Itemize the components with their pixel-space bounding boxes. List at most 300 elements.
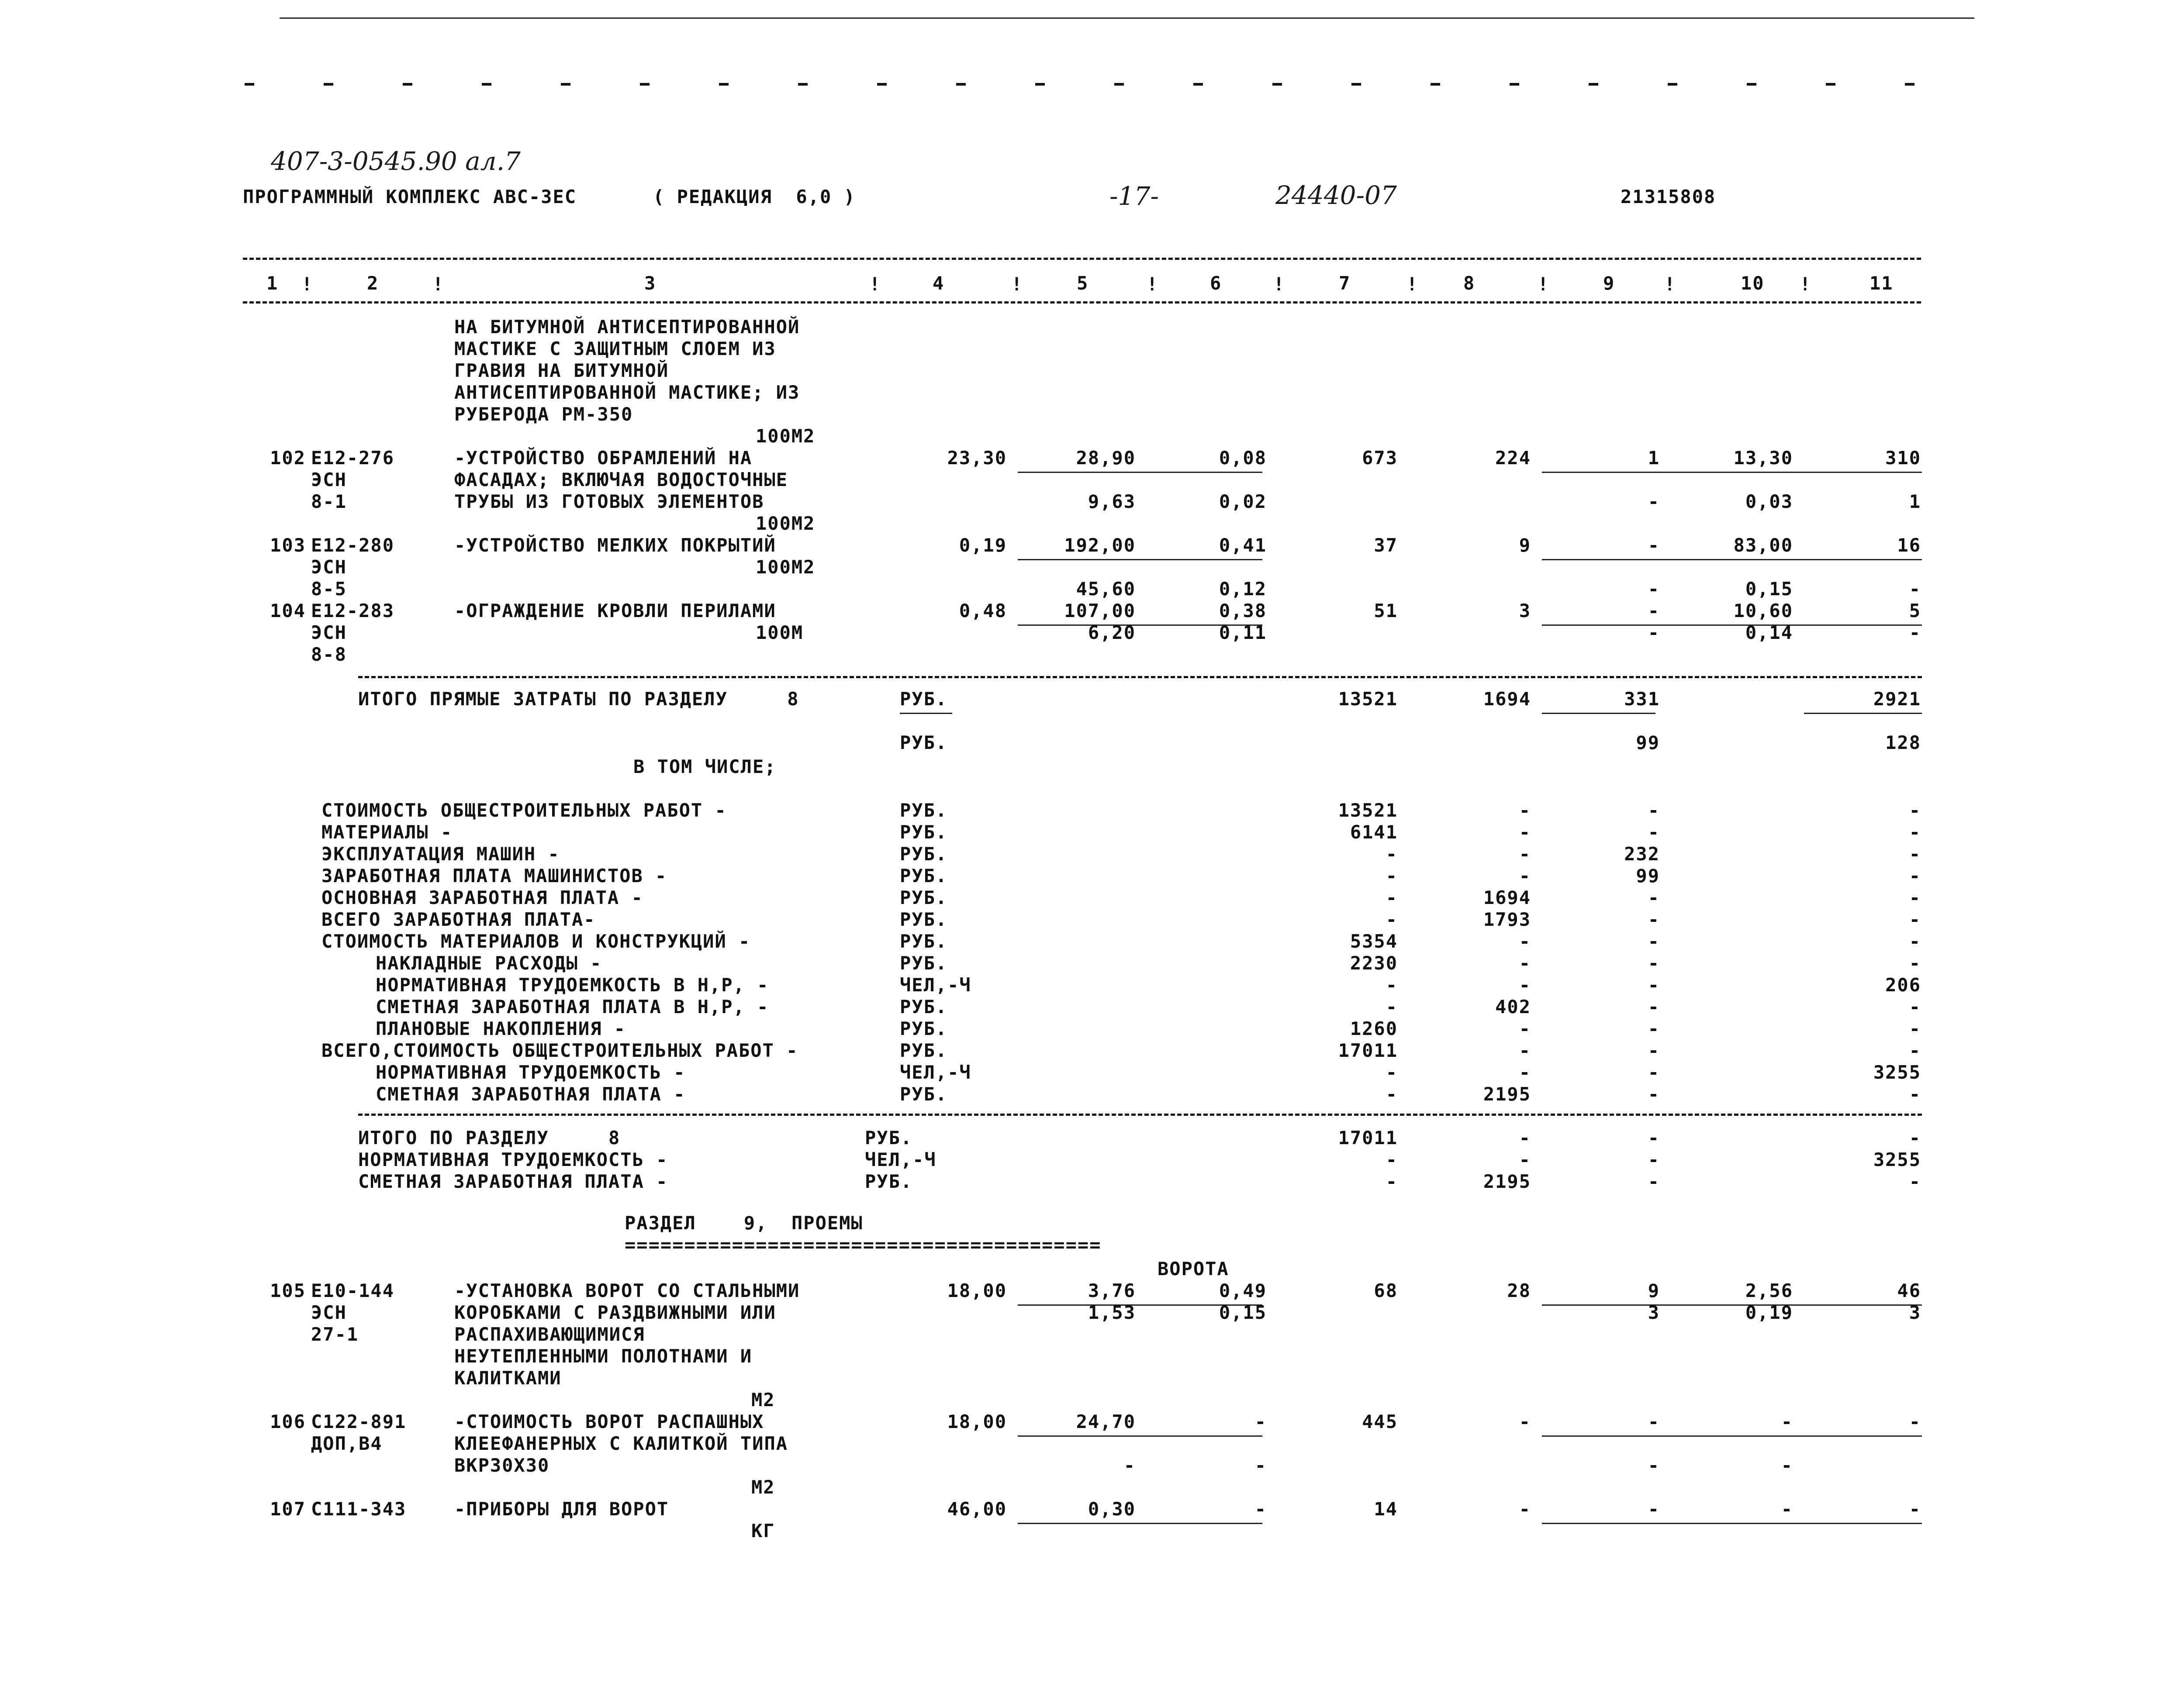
description-line: -ОГРАЖДЕНИЕ КРОВЛИ ПЕРИЛАМИ	[454, 600, 776, 621]
breakdown-label: СТОИМОСТЬ ОБЩЕСТРОИТЕЛЬНЫХ РАБОТ -	[321, 800, 727, 821]
unit-label: РУБ.	[900, 1040, 948, 1061]
value-c8: 1793	[1483, 909, 1531, 930]
item-code: ЭСН	[311, 556, 347, 578]
value-c9: -	[1648, 600, 1660, 621]
description-line: ФАСАДАХ; ВКЛЮЧАЯ ВОДОСТОЧНЫЕ	[454, 469, 788, 490]
subtotal-rule	[1018, 1435, 1262, 1437]
value-c5b: 1,53	[1088, 1302, 1136, 1323]
value-c10: -	[1781, 1411, 1793, 1432]
breakdown-label: СТОИМОСТЬ МАТЕРИАЛОВ И КОНСТРУКЦИЙ -	[321, 931, 751, 952]
column-separator: !	[1273, 273, 1286, 295]
perforation-dash	[1114, 83, 1124, 86]
column-separator: !	[1664, 273, 1676, 295]
value-c7: 17011	[1338, 1040, 1398, 1061]
value-c5b: 6,20	[1088, 622, 1136, 643]
description-line: -ПРИБОРЫ ДЛЯ ВОРОТ	[454, 1498, 669, 1520]
value-c10b: 0,03	[1745, 491, 1793, 512]
value-c5: 28,90	[1076, 447, 1136, 469]
value-c11: -	[1909, 931, 1921, 952]
breakdown-label: ОСНОВНАЯ ЗАРАБОТНАЯ ПЛАТА -	[321, 887, 643, 908]
perforation-dash	[482, 83, 491, 86]
perforation-dash	[956, 83, 966, 86]
breakdown-label: ЭКСПЛУАТАЦИЯ МАШИН -	[321, 843, 560, 865]
value-c6b: 0,12	[1219, 578, 1267, 600]
value-c5: 24,70	[1076, 1411, 1136, 1432]
value-c11: -	[1909, 1498, 1921, 1520]
value-c7: 14	[1374, 1498, 1398, 1520]
subtotal-rule	[1542, 1523, 1922, 1524]
description-line: ГРАВИЯ НА БИТУМНОЙ	[454, 360, 669, 381]
value-c11: 206	[1885, 974, 1921, 996]
value-c10: 10,60	[1733, 600, 1793, 621]
value-c9b: -	[1648, 491, 1660, 512]
value-c7: -	[1386, 887, 1398, 908]
included-heading: В ТОМ ЧИСЛЕ;	[633, 756, 777, 777]
unit-label: КГ	[751, 1520, 775, 1542]
perforation-dash	[1589, 83, 1598, 86]
page-number: -17-	[1109, 181, 1159, 211]
value-c9: -	[1648, 1498, 1660, 1520]
section-title-underline: ========================================	[625, 1234, 1102, 1256]
value-c8: -	[1519, 1018, 1531, 1039]
value-c8: -	[1519, 1411, 1531, 1432]
breakdown-label: НАКЛАДНЫЕ РАСХОДЫ -	[376, 952, 602, 974]
program-name: ПРОГРАММНЫЙ КОМПЛЕКС АВС-ЗЕС	[243, 186, 577, 207]
value-c8: 1694	[1483, 688, 1531, 710]
value-c7: -	[1386, 974, 1398, 996]
perforation-dash	[1905, 83, 1914, 86]
subtotal-rule	[1542, 472, 1922, 473]
value-c9: -	[1648, 535, 1660, 556]
unit-label: РУБ.	[900, 732, 948, 753]
perforation-dash	[1747, 83, 1756, 86]
value-c9: -	[1648, 1411, 1660, 1432]
value-c11b: 3	[1909, 1302, 1921, 1323]
value-c8: 402	[1495, 996, 1531, 1018]
perforation-dash	[1510, 83, 1519, 86]
value-c7: 68	[1374, 1280, 1398, 1301]
value-c11: -	[1909, 952, 1921, 974]
value-c7: 1260	[1350, 1018, 1398, 1039]
value-c10b: -	[1781, 1455, 1793, 1476]
value-c4: 18,00	[947, 1280, 1007, 1301]
value-c4: 46,00	[947, 1498, 1007, 1520]
breakdown-label: ЗАРАБОТНАЯ ПЛАТА МАШИНИСТОВ -	[321, 865, 667, 886]
subtotal-rule	[1542, 1304, 1922, 1306]
unit-label: РУБ.	[900, 821, 948, 843]
value-c7: -	[1386, 843, 1398, 865]
breakdown-label: ПЛАНОВЫЕ НАКОПЛЕНИЯ -	[376, 1018, 626, 1039]
subtotal-rule	[1542, 1435, 1922, 1437]
value-c7: -	[1386, 1171, 1398, 1192]
unit-label: М2	[751, 1476, 775, 1498]
value-c10: 13,30	[1733, 447, 1793, 469]
item-number: 107	[270, 1498, 306, 1520]
description-line: КЛЕЕФАНЕРНЫХ С КАЛИТКОЙ ТИПА	[454, 1433, 788, 1454]
perforation-dash	[561, 83, 570, 86]
value-c6: -	[1254, 1498, 1267, 1520]
value-c6b: 0,15	[1219, 1302, 1267, 1323]
value-c7: -	[1386, 865, 1398, 886]
value-c5b: 9,63	[1088, 491, 1136, 512]
value-c8: -	[1519, 952, 1531, 974]
unit-label: РУБ.	[900, 952, 948, 974]
value-c8: 28	[1507, 1280, 1531, 1301]
column-header-8: 8	[1463, 272, 1476, 294]
item-code: 8-1	[311, 491, 347, 512]
value-c8: 2195	[1483, 1083, 1531, 1105]
value-c8: 224	[1495, 447, 1531, 469]
item-code: Е12-283	[311, 600, 395, 621]
summary-label: СМЕТНАЯ ЗАРАБОТНАЯ ПЛАТА -	[358, 1171, 668, 1192]
value-c9: -	[1648, 974, 1660, 996]
column-header-6: 6	[1210, 272, 1222, 294]
value-c8: -	[1519, 931, 1531, 952]
value-c8: -	[1519, 974, 1531, 996]
value-c6: 0,08	[1219, 447, 1267, 469]
value-c4: 0,48	[959, 600, 1007, 621]
perforation-dash	[640, 83, 650, 86]
value-c11: -	[1909, 800, 1921, 821]
scan-edge-line	[280, 17, 1974, 19]
unit-label: ЧЕЛ,-Ч	[900, 974, 971, 996]
item-code: 8-5	[311, 578, 347, 600]
item-code: Е10-144	[311, 1280, 395, 1301]
description-line: АНТИСЕПТИРОВАННОЙ МАСТИКЕ; ИЗ	[454, 382, 800, 403]
value-c11: 2921	[1873, 688, 1921, 710]
item-code: Е12-276	[311, 447, 395, 469]
value-c9: -	[1648, 1149, 1660, 1170]
value-c8: -	[1519, 821, 1531, 843]
subtotal-rule	[1018, 559, 1262, 560]
value-c8: -	[1519, 1127, 1531, 1149]
document-id: 21315808	[1621, 186, 1716, 207]
value-c11: 310	[1885, 447, 1921, 469]
value-c7: 673	[1362, 447, 1398, 469]
unit-label: 100М2	[756, 425, 816, 447]
column-separator: !	[869, 273, 881, 295]
value-c10b: 0,14	[1745, 622, 1793, 643]
unit-label: РУБ.	[900, 931, 948, 952]
unit-label: М2	[751, 1389, 775, 1411]
value-c10: 83,00	[1733, 535, 1793, 556]
summary-label: ИТОГО ПО РАЗДЕЛУ 8	[358, 1127, 621, 1149]
breakdown-label: НОРМАТИВНАЯ ТРУДОЕМКОСТЬ -	[376, 1062, 686, 1083]
perforation-dash	[403, 83, 412, 86]
column-separator: !	[1406, 273, 1419, 295]
description-line: РУБЕРОДА РМ-350	[454, 404, 633, 425]
section-summary-rule	[358, 1114, 1922, 1116]
perforation-dash	[324, 83, 333, 86]
column-header-4: 4	[933, 272, 945, 294]
value-c11: -	[1909, 1083, 1921, 1105]
perforation-dash	[1272, 83, 1282, 86]
value-c6b: 0,02	[1219, 491, 1267, 512]
value-c6: 0,49	[1219, 1280, 1267, 1301]
column-separator: !	[1800, 273, 1812, 295]
column-separator: !	[432, 273, 445, 295]
value-c8: -	[1519, 865, 1531, 886]
column-header-2: 2	[367, 272, 379, 294]
column-header-10: 10	[1741, 272, 1765, 294]
unit-label: ЧЕЛ,-Ч	[865, 1149, 936, 1170]
handwritten-reference: 407-3-0545.90 ал.7	[271, 146, 521, 176]
value-c7: 5354	[1350, 931, 1398, 952]
value-c9: -	[1648, 1062, 1660, 1083]
value-c7: -	[1386, 1149, 1398, 1170]
value-c9: 9	[1648, 1280, 1660, 1301]
value-c6: 0,38	[1219, 600, 1267, 621]
value-c11: 46	[1897, 1280, 1921, 1301]
program-edition: ( РЕДАКЦИЯ 6,0 )	[653, 186, 856, 207]
item-number: 104	[270, 600, 306, 621]
value-c5b: 45,60	[1076, 578, 1136, 600]
item-code: 8-8	[311, 644, 347, 665]
handwritten-code: 24440-07	[1275, 180, 1397, 210]
value-c8: 3	[1519, 600, 1531, 621]
value-c11: 3255	[1873, 1062, 1921, 1083]
value-c11: -	[1909, 1127, 1921, 1149]
value-c9: 232	[1624, 843, 1660, 865]
column-separator: !	[1538, 273, 1550, 295]
value-c9: -	[1648, 996, 1660, 1018]
value-c7: 17011	[1338, 1127, 1398, 1149]
section-total-label: ИТОГО ПРЯМЫЕ ЗАТРАТЫ ПО РАЗДЕЛУ 8	[358, 688, 799, 710]
value-c11: 3255	[1873, 1149, 1921, 1170]
value-c8: -	[1519, 1498, 1531, 1520]
description-line: -СТОИМОСТЬ ВОРОТ РАСПАШНЫХ	[454, 1411, 764, 1432]
value-c8: -	[1519, 1062, 1531, 1083]
description-line: -УСТАНОВКА ВОРОТ СО СТАЛЬНЫМИ	[454, 1280, 800, 1301]
value-c7: -	[1386, 996, 1398, 1018]
item-number: 105	[270, 1280, 306, 1301]
value-c9: -	[1648, 952, 1660, 974]
value-c11: -	[1909, 909, 1921, 930]
perforation-dash	[245, 83, 254, 86]
description-line: НЕУТЕПЛЕННЫМИ ПОЛОТНАМИ И	[454, 1345, 753, 1367]
description-line: КАЛИТКАМИ	[454, 1367, 562, 1389]
description-line: РАСПАХИВАЮЩИМИСЯ	[454, 1324, 645, 1345]
item-code: С111-343	[311, 1498, 407, 1520]
value-rule	[1804, 713, 1922, 714]
perforation-dash	[1431, 83, 1440, 86]
unit-label: РУБ.	[865, 1171, 913, 1192]
item-code: Е12-280	[311, 535, 395, 556]
value-c11: -	[1909, 996, 1921, 1018]
unit-label: ЧЕЛ,-Ч	[900, 1062, 971, 1083]
value-c9: -	[1648, 1171, 1660, 1192]
column-header-5: 5	[1077, 272, 1089, 294]
item-number: 106	[270, 1411, 306, 1432]
unit-label: РУБ.	[900, 1083, 948, 1105]
table-top-rule	[243, 258, 1921, 260]
value-c8: -	[1519, 800, 1531, 821]
value-c10b: 0,19	[1745, 1302, 1793, 1323]
value-c6: -	[1254, 1411, 1267, 1432]
value-c9: -	[1648, 887, 1660, 908]
column-separator: !	[1011, 273, 1023, 295]
value-c5b: -	[1123, 1455, 1136, 1476]
perforation-dash	[1351, 83, 1361, 86]
column-header-3: 3	[644, 272, 657, 294]
value-c10: -	[1781, 1498, 1793, 1520]
value-c7: -	[1386, 1083, 1398, 1105]
description-line: НА БИТУМНОЙ АНТИСЕПТИРОВАННОЙ	[454, 316, 800, 338]
value-c11: 128	[1885, 732, 1921, 753]
value-c11: -	[1909, 821, 1921, 843]
column-separator: !	[1147, 273, 1159, 295]
subtotal-rule	[1542, 559, 1922, 560]
value-c7: 13521	[1338, 688, 1398, 710]
perforation-dash	[798, 83, 808, 86]
unit-label: РУБ.	[900, 843, 948, 865]
value-c8: -	[1519, 1149, 1531, 1170]
item-code: 27-1	[311, 1324, 359, 1345]
unit-label: РУБ.	[900, 909, 948, 930]
value-c11: -	[1909, 1018, 1921, 1039]
value-c7: 37	[1374, 535, 1398, 556]
value-c9: 99	[1636, 732, 1660, 753]
column-header-11: 11	[1870, 272, 1894, 294]
unit-label: РУБ.	[900, 800, 948, 821]
value-c5: 3,76	[1088, 1280, 1136, 1301]
item-code: ДОП,В4	[311, 1433, 383, 1454]
table-header-rule	[243, 301, 1921, 304]
value-c9: 331	[1624, 688, 1660, 710]
unit-label: 100М2	[756, 556, 816, 578]
value-c5: 192,00	[1064, 535, 1136, 556]
value-c7: 6141	[1350, 821, 1398, 843]
value-c8: 1694	[1483, 887, 1531, 908]
column-header-1: 1	[266, 272, 279, 294]
value-c8: -	[1519, 843, 1531, 865]
value-c7: 13521	[1338, 800, 1398, 821]
value-c11: 16	[1897, 535, 1921, 556]
value-c11b: 1	[1909, 491, 1921, 512]
description-line: КОРОБКАМИ С РАЗДВИЖНЫМИ ИЛИ	[454, 1302, 776, 1323]
column-header-9: 9	[1603, 272, 1615, 294]
column-header-7: 7	[1339, 272, 1351, 294]
value-c11: -	[1909, 1171, 1921, 1192]
unit-label: РУБ.	[900, 865, 948, 886]
description-line: ВКР30Х30	[454, 1455, 550, 1476]
perforation-dash	[1035, 83, 1045, 86]
value-c9: -	[1648, 909, 1660, 930]
unit-label: РУБ.	[900, 1018, 948, 1039]
value-c9: -	[1648, 931, 1660, 952]
value-c8: 2195	[1483, 1171, 1531, 1192]
value-c4: 0,19	[959, 535, 1007, 556]
value-c9b: -	[1648, 1455, 1660, 1476]
description-line: МАСТИКЕ С ЗАЩИТНЫМ СЛОЕМ ИЗ	[454, 338, 776, 359]
subtotal-rule	[1018, 472, 1262, 473]
section-title: РАЗДЕЛ 9, ПРОЕМЫ	[625, 1212, 863, 1234]
value-c8: 9	[1519, 535, 1531, 556]
value-c5: 0,30	[1088, 1498, 1136, 1520]
unit-label: РУБ.	[900, 688, 948, 710]
value-c4: 23,30	[947, 447, 1007, 469]
perforation-dash	[877, 83, 887, 86]
unit-label: РУБ.	[865, 1127, 913, 1149]
section-total-rule	[358, 676, 1922, 678]
value-c7: 51	[1374, 600, 1398, 621]
perforation-dash	[719, 83, 729, 86]
value-c9b: -	[1648, 578, 1660, 600]
subtotal-rule	[1018, 1523, 1262, 1524]
item-number: 103	[270, 535, 306, 556]
value-c6b: -	[1254, 1455, 1267, 1476]
value-c10b: 0,15	[1745, 578, 1793, 600]
value-c11: -	[1909, 1040, 1921, 1061]
value-c9: -	[1648, 1083, 1660, 1105]
value-c11b: -	[1909, 622, 1921, 643]
value-c9: -	[1648, 821, 1660, 843]
unit-label: РУБ.	[900, 887, 948, 908]
breakdown-label: СМЕТНАЯ ЗАРАБОТНАЯ ПЛАТА -	[376, 1083, 686, 1105]
unit-label: 100М	[756, 622, 804, 643]
value-c11: -	[1909, 1411, 1921, 1432]
breakdown-label: ВСЕГО ЗАРАБОТНАЯ ПЛАТА-	[321, 909, 596, 930]
unit-label: РУБ.	[900, 996, 948, 1018]
value-c9b: -	[1648, 622, 1660, 643]
value-c10: 2,56	[1745, 1280, 1793, 1301]
item-code: С122-891	[311, 1411, 407, 1432]
breakdown-label: СМЕТНАЯ ЗАРАБОТНАЯ ПЛАТА В Н,Р, -	[376, 996, 769, 1018]
breakdown-label: ВСЕГО,СТОИМОСТЬ ОБЩЕСТРОИТЕЛЬНЫХ РАБОТ -	[321, 1040, 798, 1061]
value-rule	[1542, 713, 1655, 714]
value-c7: 2230	[1350, 952, 1398, 974]
value-c11: -	[1909, 865, 1921, 886]
subtotal-rule	[1542, 624, 1922, 626]
value-c7: -	[1386, 909, 1398, 930]
item-number: 102	[270, 447, 306, 469]
group-label: ВОРОТА	[1158, 1258, 1229, 1280]
perforation-dash	[1826, 83, 1835, 86]
value-c9: -	[1648, 1040, 1660, 1061]
item-code: ЭСН	[311, 1302, 347, 1323]
value-c7: -	[1386, 1062, 1398, 1083]
value-c11: 5	[1909, 600, 1921, 621]
description-line: -УСТРОЙСТВО МЕЛКИХ ПОКРЫТИЙ	[454, 535, 776, 556]
value-c11: -	[1909, 887, 1921, 908]
summary-label: НОРМАТИВНАЯ ТРУДОЕМКОСТЬ -	[358, 1149, 668, 1170]
value-c11b: -	[1909, 578, 1921, 600]
perforation-dash	[1668, 83, 1677, 86]
value-c11: -	[1909, 843, 1921, 865]
value-c4: 18,00	[947, 1411, 1007, 1432]
perforation-dash	[1193, 83, 1203, 86]
value-c9: 99	[1636, 865, 1660, 886]
value-c9: -	[1648, 1018, 1660, 1039]
unit-rule	[900, 713, 952, 714]
column-separator: !	[301, 273, 314, 295]
value-c7: 445	[1362, 1411, 1398, 1432]
item-code: ЭСН	[311, 469, 347, 490]
item-code: ЭСН	[311, 622, 347, 643]
value-c9b: 3	[1648, 1302, 1660, 1323]
breakdown-label: НОРМАТИВНАЯ ТРУДОЕМКОСТЬ В Н,Р, -	[376, 974, 769, 996]
value-c8: -	[1519, 1040, 1531, 1061]
description-line: -УСТРОЙСТВО ОБРАМЛЕНИЙ НА	[454, 447, 753, 469]
value-c5: 107,00	[1064, 600, 1136, 621]
value-c9: 1	[1648, 447, 1660, 469]
value-c9: -	[1648, 800, 1660, 821]
unit-label: 100М2	[756, 513, 816, 534]
value-c6: 0,41	[1219, 535, 1267, 556]
value-c9: -	[1648, 1127, 1660, 1149]
breakdown-label: МАТЕРИАЛЫ -	[321, 821, 453, 843]
value-c6b: 0,11	[1219, 622, 1267, 643]
